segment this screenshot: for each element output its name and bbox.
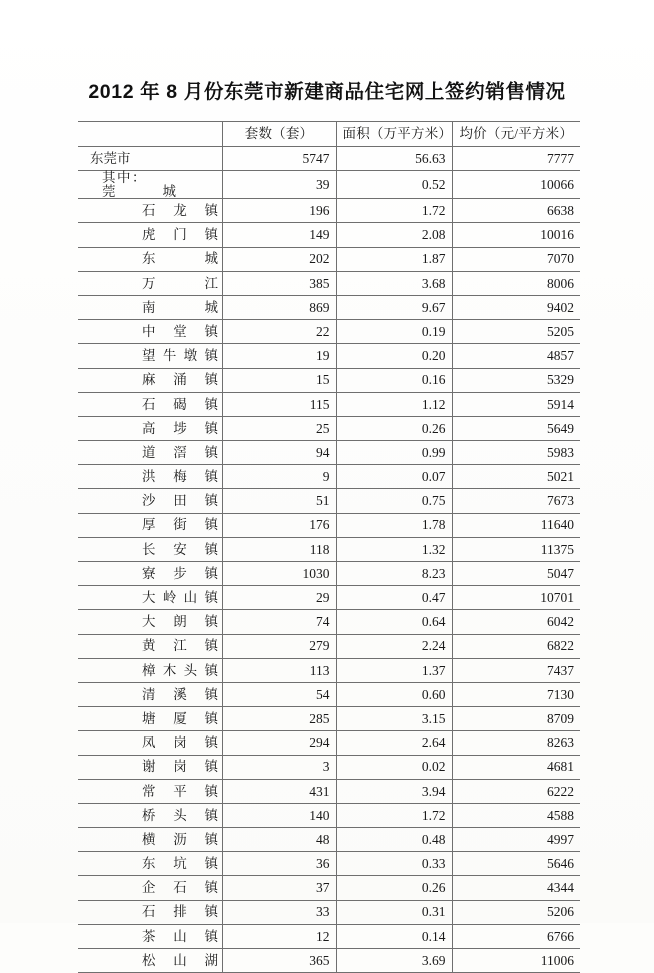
table-row (78, 344, 580, 368)
row-label-cell (78, 537, 222, 561)
row-label: 道 滘 镇 (142, 444, 218, 460)
row-label-cell (78, 368, 222, 392)
row-label-cell (78, 416, 222, 440)
row-area-cell: 0.31 (336, 900, 452, 924)
table-row (78, 900, 580, 924)
row-label: 石 龙 镇 (142, 203, 218, 219)
row-area-cell: 1.12 (336, 392, 452, 416)
table-row (78, 513, 580, 537)
row-price-cell: 6638 (452, 199, 580, 223)
table-row (78, 271, 580, 295)
table-row (78, 562, 580, 586)
row-units-cell: 33 (222, 900, 336, 924)
table-row (78, 682, 580, 706)
row-units-cell: 196 (222, 199, 336, 223)
row-label: 企 石 镇 (142, 880, 218, 896)
row-label: 南 城 (142, 299, 218, 315)
row-price-cell: 5021 (452, 465, 580, 489)
row-units-cell: 149 (222, 223, 336, 247)
row-label-cell (78, 392, 222, 416)
row-label-cell (78, 755, 222, 779)
row-label-cell (78, 803, 222, 827)
row-units-cell: 22 (222, 320, 336, 344)
row-units-cell: 869 (222, 295, 336, 319)
row-units-cell: 54 (222, 682, 336, 706)
row-units-cell: 25 (222, 416, 336, 440)
row-label: 大 岭 山 镇 (142, 590, 218, 606)
row-label: 清 溪 镇 (142, 686, 218, 702)
column-header-units: 套数（套） (222, 122, 336, 147)
row-price-cell: 7070 (452, 247, 580, 271)
row-price-cell: 4344 (452, 876, 580, 900)
table-row (78, 731, 580, 755)
row-label-cell (78, 779, 222, 803)
row-price-cell: 4588 (452, 803, 580, 827)
row-area-cell: 0.48 (336, 828, 452, 852)
row-price-cell: 10016 (452, 223, 580, 247)
row-label: 常 平 镇 (142, 783, 218, 799)
row-area-cell: 2.24 (336, 634, 452, 658)
row-label: 凤 岗 镇 (142, 735, 218, 751)
row-price-cell: 6822 (452, 634, 580, 658)
row-area-cell: 3.68 (336, 271, 452, 295)
table-row (78, 852, 580, 876)
row-area-cell: 1.72 (336, 803, 452, 827)
row-area-cell: 9.67 (336, 295, 452, 319)
row-area-cell: 3.15 (336, 707, 452, 731)
row-price-cell: 7437 (452, 658, 580, 682)
row-area-cell: 2.64 (336, 731, 452, 755)
row-area-cell: 56.63 (336, 147, 452, 171)
row-area-cell: 2.08 (336, 223, 452, 247)
row-label: 松 山 湖 (142, 952, 218, 968)
row-units-cell: 9 (222, 465, 336, 489)
row-area-cell: 0.33 (336, 852, 452, 876)
row-price-cell: 10066 (452, 171, 580, 199)
row-label: 中 堂 镇 (142, 323, 218, 339)
row-price-cell: 4857 (452, 344, 580, 368)
table-row (78, 392, 580, 416)
column-header-area: 面积（万平方米） (336, 122, 452, 147)
row-label: 其中： 莞 城 (102, 170, 176, 199)
page-title: 2012 年 8 月份东莞市新建商品住宅网上签约销售情况 (88, 81, 566, 103)
row-price-cell: 8709 (452, 707, 580, 731)
table-body (78, 147, 580, 973)
row-price-cell: 9402 (452, 295, 580, 319)
row-label-cell (78, 247, 222, 271)
table-row (78, 828, 580, 852)
column-header-price: 均价（元/平方米） (452, 122, 580, 147)
row-units-cell: 202 (222, 247, 336, 271)
table-row (78, 610, 580, 634)
row-units-cell: 15 (222, 368, 336, 392)
row-area-cell: 1.87 (336, 247, 452, 271)
row-units-cell: 39 (222, 171, 336, 199)
row-area-cell: 3.69 (336, 949, 452, 973)
row-units-cell: 51 (222, 489, 336, 513)
row-area-cell: 0.07 (336, 465, 452, 489)
row-label-cell (78, 707, 222, 731)
row-label: 横 沥 镇 (142, 831, 218, 847)
row-label-cell (78, 295, 222, 319)
sales-table (78, 121, 580, 973)
row-area-cell: 0.14 (336, 924, 452, 948)
row-price-cell: 8006 (452, 271, 580, 295)
row-area-cell: 0.26 (336, 416, 452, 440)
row-price-cell: 5206 (452, 900, 580, 924)
row-label-cell (78, 441, 222, 465)
row-units-cell: 1030 (222, 562, 336, 586)
column-header-name (78, 122, 222, 147)
row-label: 大 朗 镇 (142, 614, 218, 630)
row-label: 沙 田 镇 (142, 493, 218, 509)
row-price-cell: 11640 (452, 513, 580, 537)
row-price-cell: 5329 (452, 368, 580, 392)
table-row (78, 368, 580, 392)
row-area-cell: 0.47 (336, 586, 452, 610)
row-price-cell: 11006 (452, 949, 580, 973)
row-price-cell: 6766 (452, 924, 580, 948)
row-label: 麻 涌 镇 (142, 372, 218, 388)
row-units-cell: 5747 (222, 147, 336, 171)
row-units-cell: 385 (222, 271, 336, 295)
row-units-cell: 36 (222, 852, 336, 876)
row-label-cell (78, 271, 222, 295)
row-label-cell (78, 634, 222, 658)
row-label-cell (78, 658, 222, 682)
row-area-cell: 0.19 (336, 320, 452, 344)
row-units-cell: 365 (222, 949, 336, 973)
table-row (78, 247, 580, 271)
row-price-cell: 5983 (452, 441, 580, 465)
row-label-cell (78, 586, 222, 610)
table-row (78, 199, 580, 223)
table-row (78, 658, 580, 682)
table-row (78, 489, 580, 513)
row-area-cell: 0.02 (336, 755, 452, 779)
row-label: 塘 厦 镇 (142, 710, 218, 726)
row-area-cell: 0.64 (336, 610, 452, 634)
row-label: 望 牛 墩 镇 (142, 348, 218, 364)
row-label: 长 安 镇 (142, 541, 218, 557)
row-price-cell: 6042 (452, 610, 580, 634)
table-row (78, 924, 580, 948)
row-label-cell (78, 924, 222, 948)
table-row (78, 295, 580, 319)
row-price-cell: 4997 (452, 828, 580, 852)
row-price-cell: 5914 (452, 392, 580, 416)
row-price-cell: 5646 (452, 852, 580, 876)
table-row (78, 465, 580, 489)
row-label: 东 城 (142, 251, 218, 267)
table-row (78, 755, 580, 779)
row-label: 高 埗 镇 (142, 420, 218, 436)
row-units-cell: 3 (222, 755, 336, 779)
row-price-cell: 10701 (452, 586, 580, 610)
table-row (78, 147, 580, 171)
row-label-cell (78, 513, 222, 537)
row-units-cell: 294 (222, 731, 336, 755)
row-label-cell (78, 949, 222, 973)
row-area-cell: 0.52 (336, 171, 452, 199)
row-label-cell (78, 610, 222, 634)
row-area-cell: 0.26 (336, 876, 452, 900)
table-row (78, 171, 580, 199)
table-row (78, 634, 580, 658)
table-row (78, 320, 580, 344)
row-units-cell: 140 (222, 803, 336, 827)
row-units-cell: 19 (222, 344, 336, 368)
row-area-cell: 0.75 (336, 489, 452, 513)
table-row (78, 223, 580, 247)
row-label: 东 坑 镇 (142, 856, 218, 872)
row-units-cell: 115 (222, 392, 336, 416)
row-area-cell: 0.16 (336, 368, 452, 392)
row-label-cell (78, 147, 222, 171)
row-units-cell: 74 (222, 610, 336, 634)
row-label: 虎 门 镇 (142, 227, 218, 243)
row-label: 谢 岗 镇 (142, 759, 218, 775)
row-label: 桥 头 镇 (142, 807, 218, 823)
row-area-cell: 8.23 (336, 562, 452, 586)
row-label: 洪 梅 镇 (142, 469, 218, 485)
row-price-cell: 5649 (452, 416, 580, 440)
row-area-cell: 1.72 (336, 199, 452, 223)
row-label: 黄 江 镇 (142, 638, 218, 654)
row-units-cell: 279 (222, 634, 336, 658)
row-units-cell: 37 (222, 876, 336, 900)
row-price-cell: 6222 (452, 779, 580, 803)
table-row (78, 803, 580, 827)
row-label-cell (78, 223, 222, 247)
row-area-cell: 0.20 (336, 344, 452, 368)
row-label: 樟 木 头 镇 (142, 662, 218, 678)
row-units-cell: 48 (222, 828, 336, 852)
sales-table-container (78, 121, 580, 973)
row-price-cell: 5047 (452, 562, 580, 586)
row-label-cell (78, 344, 222, 368)
row-label: 万 江 (142, 275, 218, 291)
row-price-cell: 4681 (452, 755, 580, 779)
table-row (78, 949, 580, 973)
row-price-cell: 11375 (452, 537, 580, 561)
row-label-cell (78, 828, 222, 852)
table-row (78, 707, 580, 731)
row-units-cell: 94 (222, 441, 336, 465)
row-label-cell (78, 852, 222, 876)
table-header-row (78, 122, 580, 147)
row-label: 寮 步 镇 (142, 565, 218, 581)
row-area-cell: 0.99 (336, 441, 452, 465)
row-label: 茶 山 镇 (142, 928, 218, 944)
row-label-cell (78, 465, 222, 489)
row-label-cell (78, 562, 222, 586)
row-label-cell (78, 731, 222, 755)
row-price-cell: 7777 (452, 147, 580, 171)
table-row (78, 441, 580, 465)
row-label: 东莞市 (90, 150, 131, 166)
row-price-cell: 5205 (452, 320, 580, 344)
row-price-cell: 7673 (452, 489, 580, 513)
row-label-cell (78, 489, 222, 513)
row-area-cell: 1.37 (336, 658, 452, 682)
row-price-cell: 8263 (452, 731, 580, 755)
row-label-cell (78, 876, 222, 900)
table-row (78, 416, 580, 440)
row-label: 石 碣 镇 (142, 396, 218, 412)
row-units-cell: 12 (222, 924, 336, 948)
row-label: 石 排 镇 (142, 904, 218, 920)
row-area-cell: 3.94 (336, 779, 452, 803)
row-units-cell: 176 (222, 513, 336, 537)
table-row (78, 876, 580, 900)
row-units-cell: 285 (222, 707, 336, 731)
row-units-cell: 113 (222, 658, 336, 682)
row-label-cell (78, 320, 222, 344)
table-row (78, 779, 580, 803)
row-area-cell: 0.60 (336, 682, 452, 706)
row-label: 厚 街 镇 (142, 517, 218, 533)
row-label-cell (78, 171, 222, 199)
row-label-cell (78, 682, 222, 706)
table-row (78, 586, 580, 610)
row-price-cell: 7130 (452, 682, 580, 706)
row-label-cell (78, 900, 222, 924)
row-units-cell: 431 (222, 779, 336, 803)
row-label-cell (78, 199, 222, 223)
row-units-cell: 118 (222, 537, 336, 561)
row-area-cell: 1.32 (336, 537, 452, 561)
row-units-cell: 29 (222, 586, 336, 610)
table-row (78, 537, 580, 561)
row-area-cell: 1.78 (336, 513, 452, 537)
